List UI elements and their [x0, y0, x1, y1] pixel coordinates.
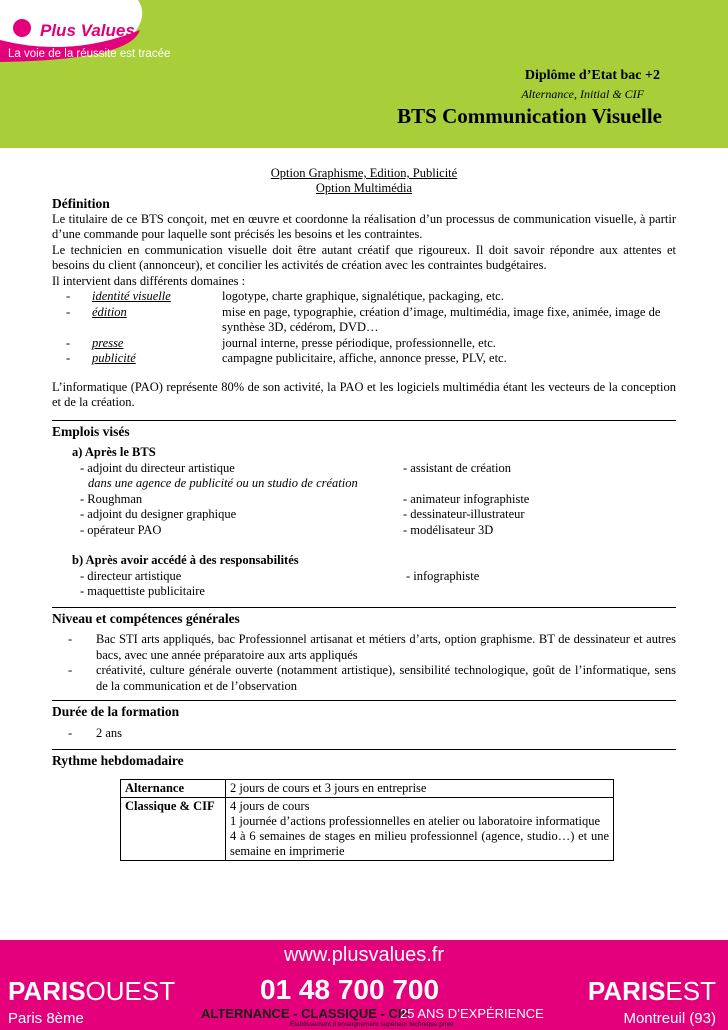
- definition-paragraph: Il intervient dans différents domaines :: [52, 273, 246, 288]
- domain-row: - presse journal interne, presse périodique, professionnelle, etc.: [52, 336, 676, 352]
- emplois-heading: Emplois visés: [52, 423, 130, 439]
- document-body: [52, 196, 676, 861]
- domain-value: campagne publicitaire, affiche, annonce presse, PLV, etc.: [222, 351, 507, 365]
- job-item: - opérateur PAO: [80, 522, 162, 537]
- emplois-subtitle: b) Après avoir accédé à des responsabilités: [72, 553, 299, 567]
- duree-heading: Durée de la formation: [52, 704, 180, 719]
- emplois-subtitle: a) Après le BTS: [72, 445, 156, 459]
- niveau-heading: Niveau et compétences générales: [52, 610, 240, 626]
- page-title: BTS Communication Visuelle: [397, 104, 662, 128]
- niveau-item: - Bac STI arts appliqués, bac Professionnel artisanat et métiers d’arts, option graphisme. BT de dessinateur et autres bacs, avec une année préparatoire aux arts appliqués: [68, 632, 676, 662]
- campus-paris-ouest-location: Paris 8ème: [8, 1010, 84, 1027]
- niveau-item: - créativité, culture générale ouverte (notamment artistique), sensibilité technologique, goût de l’informatique, sens de la communication et de l’observation: [68, 663, 676, 693]
- option-graphisme: Option Graphisme, Edition, Publicité: [270, 166, 458, 180]
- domain-row: - publicité campagne publicitaire, affiche, annonce presse, PLV, etc.: [52, 351, 676, 367]
- footer-experience: 25 ANS D’EXPÉRIENCE: [400, 1006, 544, 1021]
- definition-paragraph: Le technicien en communication visuelle doit être autant créatif que rigoureux. Il doit savoir répondre aux attentes et besoins du client (annonceur), et concilier les activités de création avec les contraintes budgétaires.: [52, 242, 676, 272]
- domain-value: journal interne, presse périodique, professionnelle, etc.: [222, 335, 496, 350]
- definition-paragraph: Le titulaire de ce BTS conçoit, met en œuvre et coordonne la réalisation d’un processus de communication visuelle, à partir d’une commande pour laquelle sont précisés les besoins et les contraintes.: [52, 211, 676, 241]
- niveau-section: [52, 607, 676, 695]
- table-cell-label: Classique & CIF: [121, 797, 226, 860]
- job-item: - dessinateur-illustrateur: [403, 507, 525, 521]
- emplois-section: [52, 420, 676, 600]
- website-link[interactable]: www.plusvalues.fr: [283, 944, 445, 966]
- option-multimedia: Option Multimédia: [315, 181, 413, 195]
- campus-paris-est-location: Montreuil (93): [623, 1010, 716, 1027]
- logo: [0, 0, 171, 62]
- domain-value: logotype, charte graphique, signalétique, packaging, etc.: [222, 289, 504, 303]
- definition-heading: Définition: [52, 196, 110, 211]
- job-item: - assistant de création: [403, 460, 511, 475]
- domain-row: - édition mise en page, typographie, création d’image, multimédia, image fixe, animée, image de synthèse 3D, cédérom, DVD…: [52, 305, 676, 336]
- job-item: - infographiste: [406, 568, 480, 583]
- job-item: - maquettiste publicitaire: [80, 584, 205, 598]
- table-row: [121, 779, 614, 797]
- job-item: - directeur artistique: [80, 568, 182, 583]
- footer-modes: ALTERNANCE - CLASSIQUE - CIF: [201, 1006, 410, 1021]
- domain-row: - identité visuelle logotype, charte graphique, signalétique, packaging, etc.: [52, 289, 676, 305]
- footer-establishment: Établissement d’enseignement supérieur technique privé: [290, 1021, 454, 1028]
- job-item: - adjoint du designer graphique: [80, 507, 237, 521]
- table-cell-label: Alternance: [121, 779, 226, 797]
- phone-number[interactable]: 01 48 700 700: [260, 974, 440, 1005]
- table-row: [121, 797, 614, 860]
- duree-item: - 2 ans: [68, 725, 123, 740]
- tagline: La voie de la réussite est tracée: [8, 48, 171, 60]
- logo-text: Plus Values: [40, 21, 135, 40]
- definition-paragraph: L’informatique (PAO) représente 80% de son activité, la PAO et les logiciels multimédia étant les vecteurs de la conception et de la création.: [52, 379, 676, 409]
- domain-label: publicité: [92, 351, 136, 365]
- job-item: - modélisateur 3D: [403, 522, 494, 537]
- job-item: - adjoint du directeur artistique: [80, 460, 235, 475]
- campus-paris-ouest: PARISOUEST: [8, 976, 176, 1006]
- domain-value: mise en page, typographie, création d’image, multimédia, image fixe, animée, image de synthèse 3D, cédérom, DVD…: [222, 304, 661, 334]
- job-item: - animateur infographiste: [403, 491, 530, 506]
- domain-label: presse: [92, 335, 124, 350]
- diploma-level: Diplôme d’Etat bac +2: [524, 68, 660, 83]
- table-cell: 2 jours de cours et 3 jours en entreprise: [226, 779, 614, 797]
- table-cell: 4 jours de cours 1 journée d’actions professionnelles en atelier ou laboratoire informatique 4 à 6 semaines de stages en milieu professionnel (agence, studio…) et une semaine en imprimerie: [226, 797, 614, 860]
- domain-label: identité visuelle: [92, 289, 171, 303]
- rythme-section: [52, 749, 676, 861]
- campus-paris-est: PARISEST: [587, 976, 716, 1006]
- rythme-table: [120, 779, 614, 861]
- job-context: dans une agence de publicité ou un studio de création: [88, 476, 358, 490]
- job-item: - Roughman: [80, 491, 143, 506]
- rythme-heading: Rythme hebdomadaire: [52, 753, 184, 768]
- duree-section: [52, 700, 676, 741]
- training-modes: Alternance, Initial & CIF: [521, 87, 644, 101]
- domain-label: édition: [92, 304, 127, 319]
